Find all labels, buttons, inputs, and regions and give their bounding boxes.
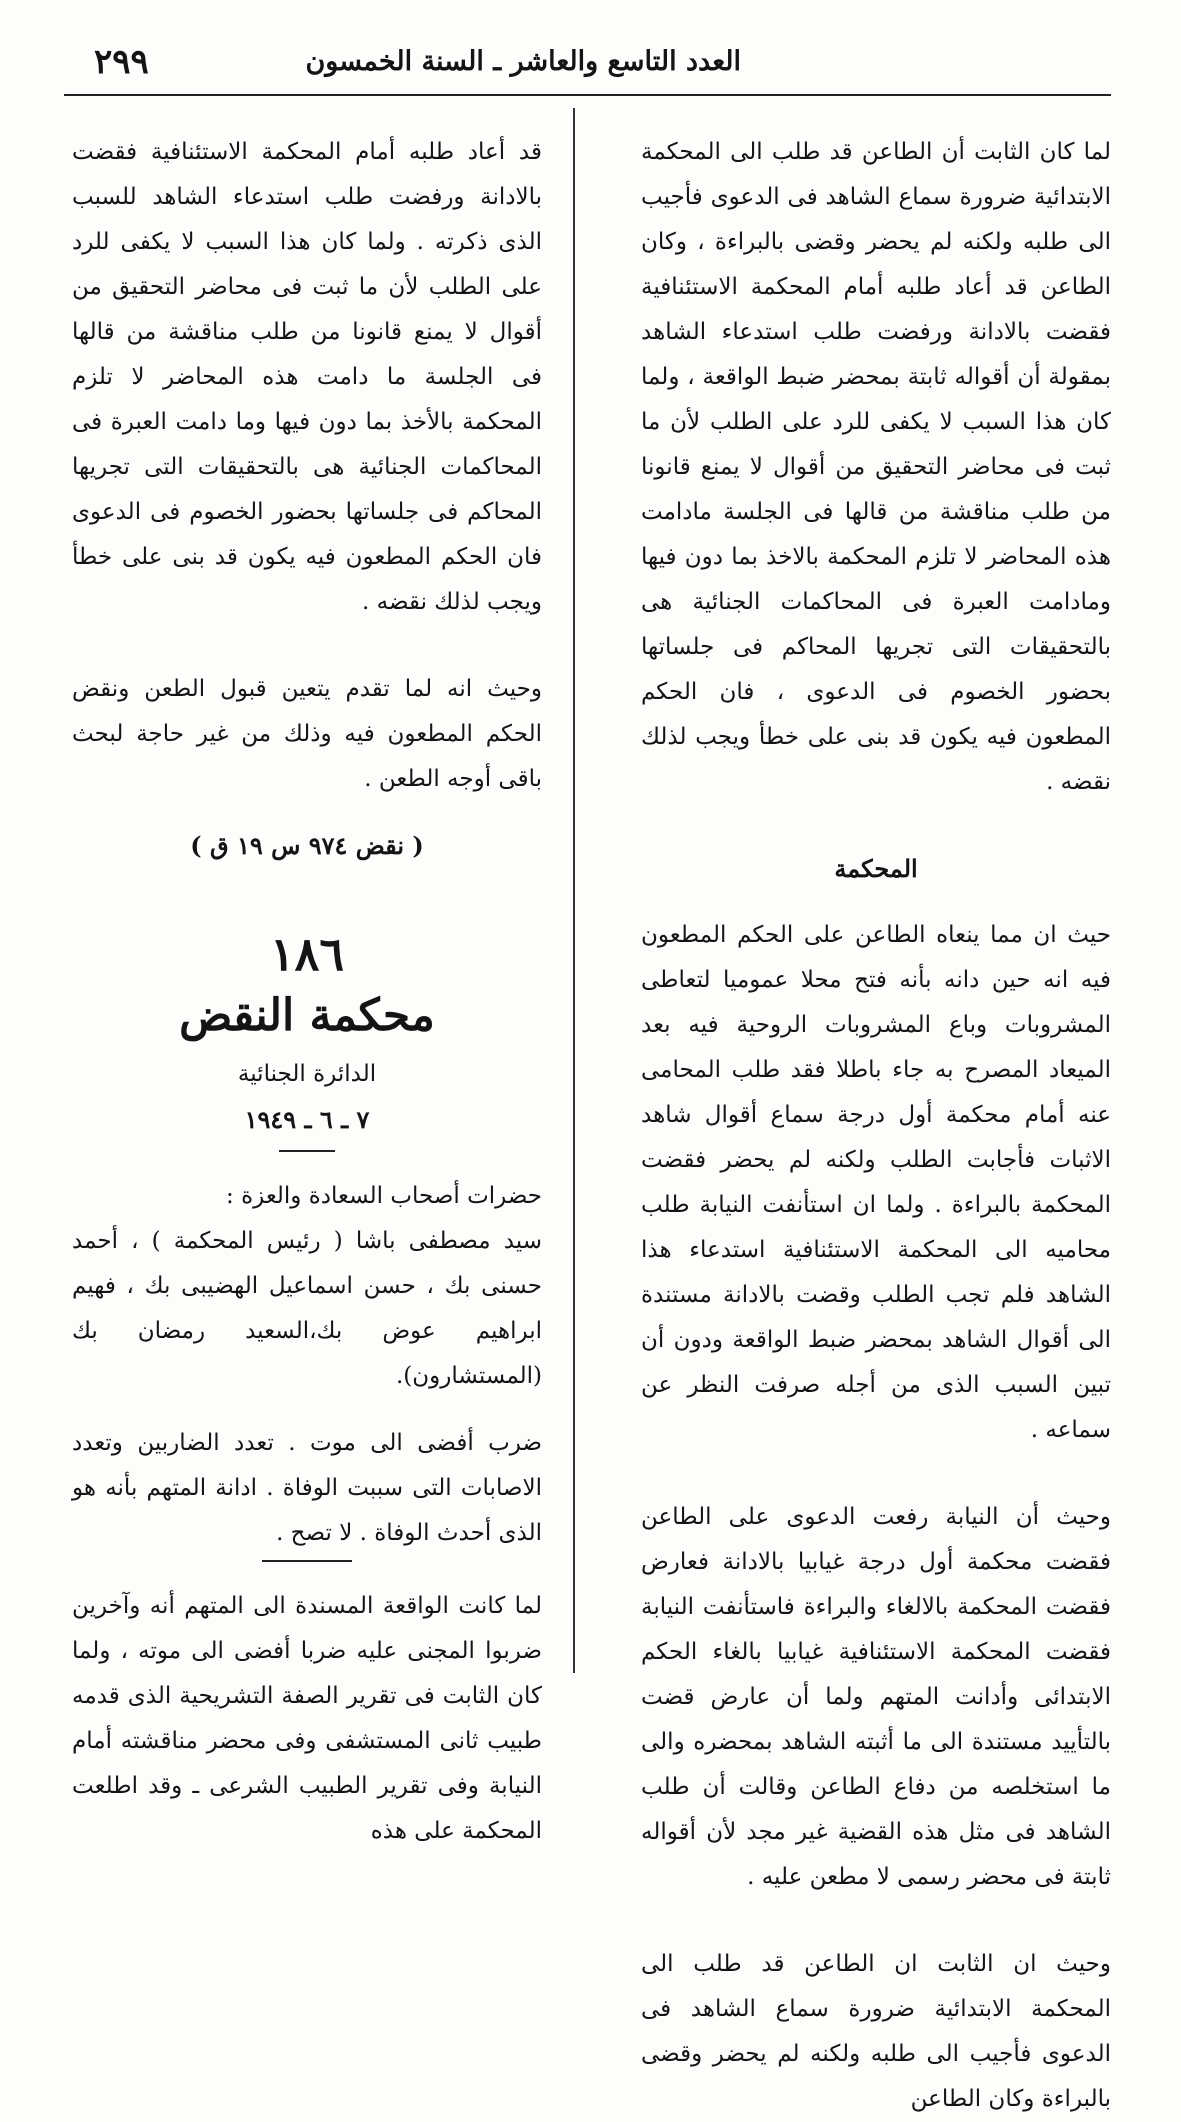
spacer [641,1900,1111,1942]
paragraph: ضرب أفضى الى موت . تعدد الضاربين وتعدد الاصابات التى سببت الوفاة . ادانة المتهم بأنه هو الذى أحدث الوفاة . لا تصح . [72,1430,542,1546]
issue-title: العدد التاسع والعاشر ـ السنة الخمسون [305,46,741,77]
paragraph: قد أعاد طلبه أمام المحكمة الاستئنافية فقضت بالادانة ورفضت طلب استدعاء الشاهد للسبب الذى ذكرته . ولما كان هذا السبب لا يكفى للرد على الطلب لأن ما ثبت فى محاضر التحقيق من أقوال لا يمنع قانونا من طلب مناقشة من قالها فى الجلسة ما دامت هذه المحاضر لا تلزم المحكمة بالأخذ بما دون فيها وما دامت العبرة فى المحاكمات الجنائية هى بالتحقيقات التى تجريها المحاكم فى جلساتها بحضور الخصوم فى الدعوى فان الحكم المطعون فيه يكون قد بنى على خطأ ويجب لذلك نقضه . [72,139,542,615]
paragraph: وحيث أن النيابة رفعت الدعوى على الطاعن فقضت محكمة أول درجة غيابيا بالادانة فعارض فقضت المحكمة بالالغاء والبراءة فاستأنفت النيابة فقضت المحكمة الاستئنافية غيابيا بالغاء الحكم الابتدائى وأدانت المتهم ولما أن عارض قضت بالتأييد مستندة الى ما أثبته الشاهد بمحضره والى ما استخلصه من دفاع الطاعن وقالت أن طلب الشاهد فى مثل هذه القضية غير مجد لأن أقواله ثابتة فى محضر رسمى لا مطعن عليه . [641,1504,1111,1890]
paragraph: لما كانت الواقعة المسندة الى المتهم أنه وآخرين ضربوا المجنى عليه ضربا أفضى الى موته ، ولما كان الثابت فى تقرير الصفة التشريحية الذى قدمه طبيب ثانى المستشفى وفى محضر مناقشته أمام النيابة وفى تقرير الطبيب الشرعى ـ وقد اطلعت المحكمة على هذه [72,1593,542,1844]
page-number: ٢٩٩ [94,42,149,82]
paragraph: سيد مصطفى باشا ( رئيس المحكمة ) ، أحمد حسنى بك ، حسن اسماعيل الهضيبى بك ، فهيم ابراهيم عوض بك،السعيد رمضان بك (المستشارون). [72,1228,542,1389]
spacer [72,1562,542,1584]
column-divider [573,108,575,1673]
spacer [72,1152,542,1174]
spacer [641,805,1111,847]
case-date: ٧ ـ ٦ ـ ١٩٤٩ [244,1105,370,1134]
spacer [72,802,542,824]
paragraph: وحيث انه لما تقدم يتعين قبول الطعن ونقض الحكم المطعون فيه وذلك من غير حاجة لبحث باقى أوجه الطعن . [72,676,542,792]
court-circuit: الدائرة الجنائية [237,1061,377,1087]
spacer [641,1453,1111,1495]
paragraph: لما كان الثابت أن الطاعن قد طلب الى المحكمة الابتدائية ضرورة سماع الشاهد فى الدعوى فأجيب الى طلبه ولكنه لم يحضر وقضى بالبراءة ، وكان الطاعن قد أعاد طلبه أمام المحكمة الاستئنافية فقضت بالادانة ورفضت طلب استدعاء الشاهد بمقولة أن أقواله ثابتة بمحضر ضبط الواقعة ، ولما كان هذا السبب لا يكفى للرد على الطلب لأن ما ثبت فى محاضر التحقيق من أقوال لا يمنع قانونا من طلب مناقشة من قالها فى الجلسة مادامت هذه المحاضر لا تلزم المحكمة بالاخذ بما دون فيها ومادامت العبرة فى المحاكمات الجنائية هى بالتحقيقات التى تجريها المحاكم فى جلساتها بحضور الخصوم فى الدعوى ، فان الحكم المطعون فيه يكون قد بنى على خطأ ويجب لذلك نقضه . [641,139,1111,795]
case-number: ١٨٦ [269,927,345,981]
court-name: محكمة النقض [179,990,435,1041]
spacer [72,625,542,667]
spacer [72,868,542,910]
spacer [72,1399,542,1421]
case-reference: ( نقض ٩٧٤ س ١٩ ق ) [190,831,424,860]
paragraph: وحيث ان الثابت ان الطاعن قد طلب الى المحكمة الابتدائية ضرورة سماع الشاهد فى الدعوى فأجيب الى طلبه ولكنه لم يحضر وقضى بالبراءة وكان الطاعن [641,1951,1111,2112]
left-column [72,130,542,1854]
section-heading: المحكمة [834,854,918,883]
right-column [641,130,1111,2122]
spacer [641,891,1111,913]
page-header [64,38,1111,96]
paragraph: حيث ان مما ينعاه الطاعن على الحكم المطعون فيه انه حين دانه بأنه فتح محلا عموميا لتعاطى المشروبات وباع المشروبات الروحية فيه بعد الميعاد المصرح به جاء باطلا فقد طلب المحامى عنه أمام محكمة أول درجة سماع أقوال شاهد الاثبات فأجابت الطلب ولكنه لم يحضر فقضت المحكمة بالبراءة . ولما ان استأنفت النيابة طلب محاميه الى المحكمة الاستئنافية استدعاء هذا الشاهد فلم تجب الطلب وقضت بالادانة مستندة الى أقوال الشاهد بمحضر ضبط الواقعة ودون أن تبين السبب الذى من أجله صرفت النظر عن سماعه . [641,922,1111,1443]
paragraph: حضرات أصحاب السعادة والعزة : [226,1183,542,1209]
